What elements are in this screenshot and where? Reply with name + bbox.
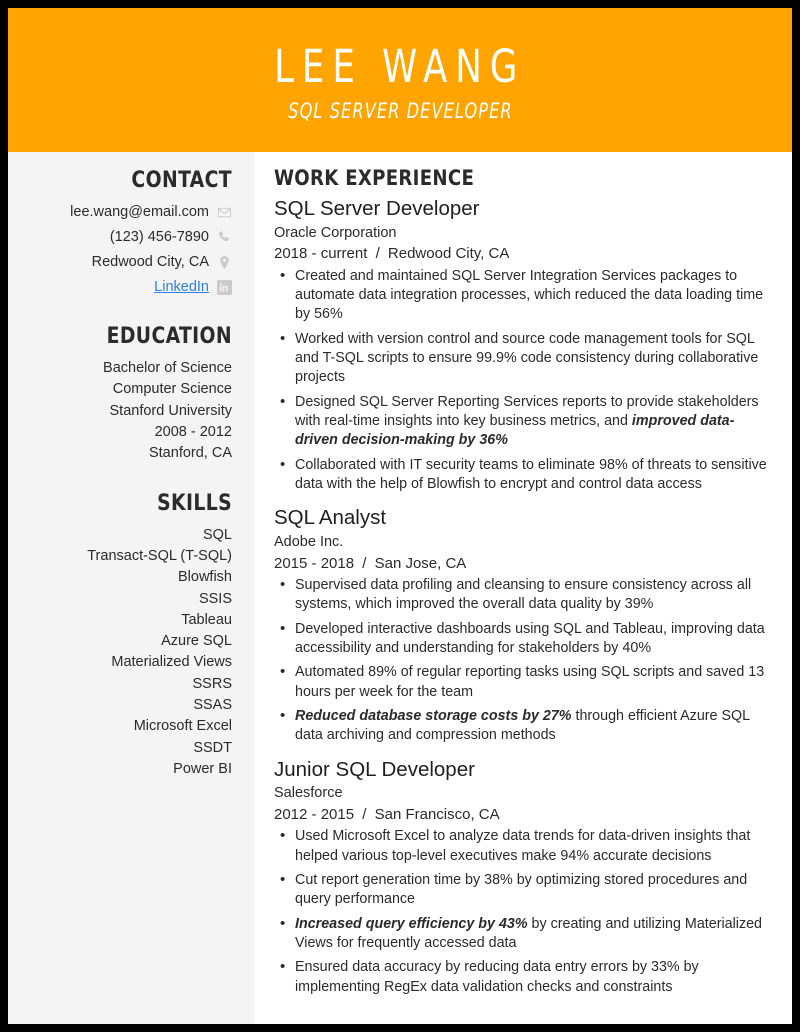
bullet-text: Automated 89% of regular reporting tasks using SQL scripts and saved 13 hours per week for the team	[295, 664, 765, 700]
skill-item: SSIS	[198, 590, 232, 607]
job-meta	[274, 804, 770, 825]
location-pin-icon	[217, 255, 232, 270]
skill-item: SSDT	[193, 739, 232, 756]
job-location: San Francisco, CA	[374, 806, 500, 824]
job-title: SQL Server Developer	[274, 197, 480, 220]
bullet-emphasis: improved data-driven decision-making by 36%	[295, 413, 735, 449]
contact-item-phone[interactable]	[18, 227, 232, 248]
contact-location-text: Redwood City, CA	[91, 253, 209, 270]
job-entry	[274, 196, 770, 494]
job-dates: 2018 - current	[274, 245, 368, 263]
job-bullet	[274, 707, 770, 746]
job-meta-separator: /	[362, 554, 367, 572]
skills-heading: SKILLS	[157, 490, 232, 516]
job-company: Oracle Corporation	[274, 224, 397, 241]
job-entry	[274, 505, 770, 745]
job-bullet	[274, 958, 770, 997]
work-experience-column	[255, 152, 792, 1024]
phone-icon	[217, 230, 232, 245]
bullet-text: Created and maintained SQL Server Integration Services packages to automate data integration processes, which reduced the data loading time by 56%	[295, 267, 764, 323]
job-bullet	[274, 456, 770, 495]
job-company: Adobe Inc.	[274, 534, 344, 551]
job-dates: 2012 - 2015	[274, 806, 355, 824]
skill-item: Transact-SQL (T-SQL)	[87, 547, 232, 564]
bullet-text: Used Microsoft Excel to analyze data trends for data-driven insights that helped various top-level executives make 94% accurate decisions	[295, 828, 751, 864]
skill-item: Tableau	[181, 611, 232, 628]
bullet-emphasis: Increased query efficiency by 43%	[295, 915, 528, 932]
job-bullet	[274, 393, 770, 451]
contact-phone-text: (123) 456-7890	[109, 228, 209, 245]
skill-item: Blowfish	[178, 569, 232, 586]
job-meta	[274, 553, 770, 574]
contact-item-linkedin[interactable]	[18, 277, 232, 298]
education-location: Stanford, CA	[148, 445, 232, 462]
bullet-text-after: by creating and utilizing Materialized Views for frequently accessed data	[295, 915, 763, 952]
education-heading: EDUCATION	[106, 324, 232, 349]
bullet-emphasis: Reduced database storage costs by 27%	[295, 708, 572, 725]
job-dates: 2015 - 2018	[274, 554, 355, 572]
skill-item: Microsoft Excel	[133, 718, 232, 735]
skill-item: Azure SQL	[161, 633, 232, 650]
bullet-text: Worked with version control and source code management tools for SQL and T-SQL scripts to ensure 99.9% code consistency during collaborative projects	[295, 330, 759, 386]
contact-heading: CONTACT	[131, 168, 232, 193]
job-bullet	[274, 330, 770, 388]
skill-item: SQL	[202, 526, 232, 543]
linkedin-icon	[217, 280, 232, 295]
bullet-text: Cut report generation time by 38% by optimizing stored procedures and query performance	[295, 872, 748, 908]
job-bullet	[274, 620, 770, 659]
job-bullet-list	[274, 267, 770, 495]
contact-item-location[interactable]	[18, 252, 232, 273]
candidate-job-title: SQL SERVER DEVELOPER	[287, 99, 513, 124]
resume-body	[8, 152, 792, 1024]
education-section	[18, 324, 232, 465]
job-bullet	[274, 871, 770, 910]
contact-section	[18, 168, 232, 298]
education-degree: Bachelor of Science	[103, 360, 232, 376]
job-title: SQL Analyst	[274, 506, 387, 530]
bullet-text-after: through efficient Azure SQL data archiving and compression methods	[295, 708, 750, 744]
contact-item-email[interactable]	[18, 202, 232, 223]
bullet-text: Developed interactive dashboards using SQL and Tableau, improving data accessibility and understanding for stakeholders by 40%	[295, 620, 765, 657]
job-bullet	[274, 576, 770, 615]
education-school: Stanford University	[109, 402, 232, 419]
job-bullet-list	[274, 576, 770, 746]
job-bullet-list	[274, 827, 770, 997]
contact-linkedin-link[interactable]: LinkedIn	[154, 278, 209, 295]
resume-header	[8, 8, 792, 152]
skills-section	[18, 491, 232, 781]
job-title: Junior SQL Developer	[274, 757, 475, 781]
skill-item: SSAS	[193, 697, 232, 714]
bullet-text: Collaborated with IT security teams to eliminate 98% of threats to sensitive data with the help of Blowfish to encrypt and control data access	[295, 456, 767, 493]
job-location: San Jose, CA	[374, 554, 467, 572]
job-company: Salesforce	[274, 785, 343, 802]
job-entry	[274, 757, 770, 997]
skill-item: Power BI	[173, 761, 232, 777]
contact-email-text: lee.wang@email.com	[70, 203, 209, 220]
job-bullet	[274, 827, 770, 866]
sidebar	[8, 152, 255, 1024]
bullet-text: Ensured data accuracy by reducing data entry errors by 33% by implementing RegEx data validation checks and constraints	[295, 959, 699, 995]
education-major: Computer Science	[112, 381, 232, 398]
job-meta-separator: /	[362, 806, 367, 824]
bullet-text: Supervised data profiling and cleansing to ensure consistency across all systems, which improved the overall data quality by 39%	[295, 576, 752, 613]
job-bullet	[274, 663, 770, 702]
job-location: Redwood City, CA	[387, 245, 510, 263]
resume-page	[8, 8, 792, 1024]
envelope-icon	[217, 205, 232, 220]
work-experience-heading: WORK EXPERIENCE	[274, 166, 475, 190]
job-bullet	[274, 267, 770, 325]
bullet-text: Designed SQL Server Reporting Services reports to provide stakeholders with real-time insights into key business metrics, and	[295, 393, 759, 430]
education-dates: 2008 - 2012	[154, 423, 232, 440]
job-bullet	[274, 915, 770, 954]
job-meta	[274, 243, 770, 264]
skill-item: Materialized Views	[111, 654, 232, 671]
skill-item: SSRS	[192, 675, 232, 692]
candidate-name: LEE WANG	[274, 39, 526, 93]
job-meta-separator: /	[375, 245, 380, 263]
